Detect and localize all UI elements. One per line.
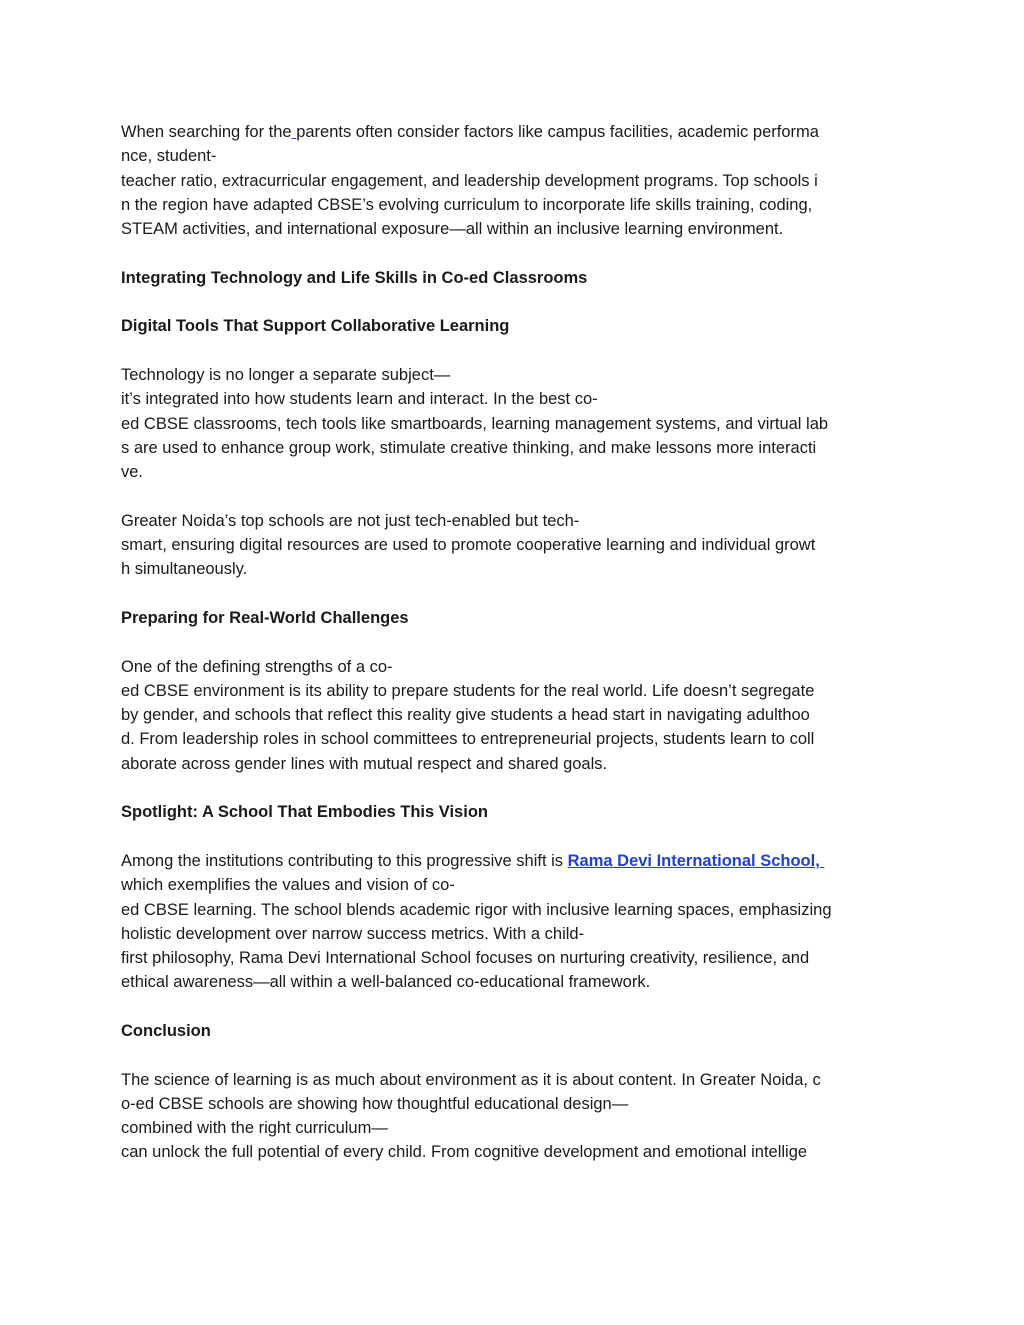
- text-line: nce, student-: [121, 147, 217, 166]
- document-page: [121, 120, 921, 1165]
- spacer: [121, 339, 921, 363]
- text-line: first philosophy, Rama Devi International School focuses on nurturing creativity, resilience, and: [121, 949, 810, 968]
- text-line: Technology is no longer a separate subject—: [121, 365, 451, 384]
- section-heading: Integrating Technology and Life Skills in Co-ed Classrooms: [121, 268, 588, 287]
- spacer: [121, 1043, 921, 1067]
- school-link[interactable]: Rama Devi International School,: [567, 851, 825, 870]
- text-line: teacher ratio, extracurricular engagement, and leadership development programs. Top schools i: [121, 171, 818, 190]
- text-line: ed CBSE classrooms, tech tools like smartboards, learning management systems, and virtual lab: [121, 414, 829, 433]
- text-line: o-ed CBSE schools are showing how thoughtful educational design—: [121, 1094, 629, 1113]
- text-line: ve.: [121, 463, 144, 482]
- section-heading: Conclusion: [121, 1021, 211, 1040]
- text-line: combined with the right curriculum—: [121, 1119, 388, 1138]
- text-line: STEAM activities, and international exposure—all within an inclusive learning environment.: [121, 220, 784, 239]
- spotlight-paragraph: [121, 849, 921, 995]
- spacer: [121, 995, 921, 1019]
- text-span: Among the institutions contributing to this progressive shift is: [121, 851, 568, 870]
- text-line: smart, ensuring digital resources are used to promote cooperative learning and individual growt: [121, 536, 816, 555]
- text-line: [121, 849, 921, 873]
- intro-paragraph: [121, 120, 921, 241]
- spacer: [121, 825, 921, 849]
- text-line: which exemplifies the values and vision of co-: [121, 876, 455, 895]
- text-line: One of the defining strengths of a co-: [121, 657, 393, 676]
- spacer: [121, 290, 921, 314]
- text-line: it’s integrated into how students learn and interact. In the best co-: [121, 390, 598, 409]
- subsection-heading: Preparing for Real-World Challenges: [121, 608, 409, 627]
- subsection-heading: Digital Tools That Support Collaborative Learning: [121, 317, 510, 336]
- text-line: by gender, and schools that reflect this reality give students a head start in navigating adulthoo: [121, 706, 810, 725]
- text-line: ed CBSE environment is its ability to prepare students for the real world. Life doesn’t segregate: [121, 681, 815, 700]
- text-line: Greater Noida’s top schools are not just tech-enabled but tech-: [121, 511, 580, 530]
- text-line: ed CBSE learning. The school blends academic rigor with inclusive learning spaces, emphasizing: [121, 900, 832, 919]
- text-line: [121, 120, 921, 144]
- subsection-heading: Spotlight: A School That Embodies This Vision: [121, 803, 488, 822]
- conclusion-paragraph: [121, 1068, 921, 1165]
- spacer: [121, 776, 921, 800]
- text-line: s are used to enhance group work, stimulate creative thinking, and make lessons more interacti: [121, 438, 817, 457]
- text-span: When searching for the: [121, 123, 292, 141]
- real-world-paragraph: [121, 655, 921, 776]
- spacer: [121, 630, 921, 654]
- spacer: [121, 582, 921, 606]
- text-line: h simultaneously.: [121, 560, 248, 579]
- text-line: aborate across gender lines with mutual respect and shared goals.: [121, 754, 608, 773]
- text-line: d. From leadership roles in school committees to entrepreneurial projects, students learn to coll: [121, 730, 815, 749]
- greater-noida-paragraph: [121, 509, 921, 582]
- technology-paragraph: [121, 363, 921, 484]
- text-line: holistic development over narrow success metrics. With a child-: [121, 924, 585, 943]
- text-line: can unlock the full potential of every child. From cognitive development and emotional intellige: [121, 1143, 808, 1162]
- text-line: ethical awareness—all within a well-balanced co-educational framework.: [121, 973, 651, 992]
- spacer: [121, 241, 921, 265]
- spacer: [121, 484, 921, 508]
- text-line: n the region have adapted CBSE’s evolving curriculum to incorporate life skills training, coding,: [121, 195, 813, 214]
- text-span: parents often consider factors like campus facilities, academic performa: [296, 123, 819, 141]
- text-line: The science of learning is as much about environment as it is about content. In Greater Noida, c: [121, 1070, 821, 1089]
